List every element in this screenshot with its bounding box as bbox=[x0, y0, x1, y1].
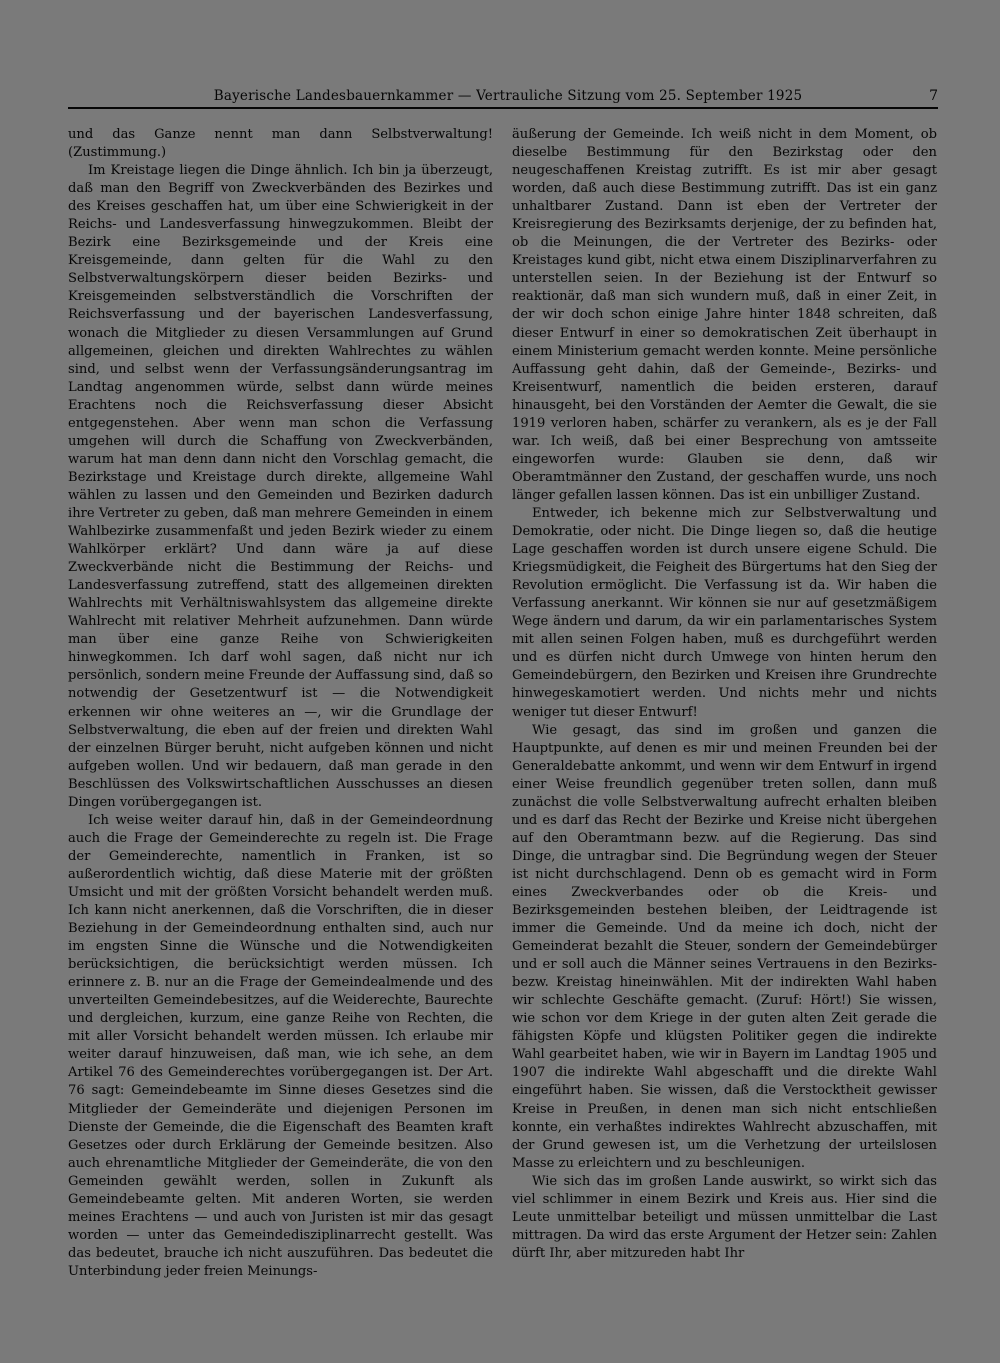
paragraph: äußerung der Gemeinde. Ich weiß nicht in dem Moment, ob dieselbe Bestimmung für den Bezirkstag oder den neugeschaffenen Kreistag zutrifft. Es ist mir aber gesagt worden, daß auch diese Bestimmung zutrifft. Das ist ein ganz unhaltbarer Zustand. Dann ist eben der Vertreter der Kreisregierung des Bezirksamts derjenige, der zu befinden hat, ob die Meinungen, die der Vertreter des Bezirks- oder Kreistages kund gibt, nicht etwa einem Disziplinarverfahren zu unterstellen seien. In der Beziehung ist der Entwurf so reaktionär, daß man sich wundern muß, daß in einer Zeit, in der wir doch schon einige Jahre hinter 1848 schreiten, daß dieser Entwurf in einer so demokratischen Zeit überhaupt in einem Ministerium gemacht werden konnte. Meine persönliche Auffassung geht dahin, daß der Gemeinde-, Bezirks- und Kreisentwurf, namentlich die beiden ersteren, darauf hinausgeht, bei den Vorständen der Aemter die Gewalt, die sie 1919 verloren haben, schärfer zu verankern, als es je der Fall war. Ich weiß, daß bei einer Besprechung von amtsseite eingeworfen wurde: Glauben sie denn, daß wir Oberamtmänner den Zustand, der geschaffen wurde, uns noch länger gefallen lassen können. Das ist ein unbilliger Zustand. bbox=[512, 127, 937, 503]
paragraph: Im Kreistage liegen die Dinge ähnlich. Ich bin ja überzeugt, daß man den Begriff von Zweckverbänden des Bezirkes und des Kreises geschaffen hat, um über eine Schwierigkeit in der Reichs- und Landesverfassung hinwegzukommen. Bleibt der Bezirk eine Bezirksgemeinde und der Kreis eine Kreisgemeinde, dann gelten für die Wahl zu den Selbstverwaltungskörpern dieser beiden Bezirks- und Kreisgemeinden selbstverständlich die Vorschriften der Reichsverfassung und der bayerischen Landesverfassung, wonach die Mitglieder zu diesen Versammlungen auf Grund allgemeinen, gleichen und direkten Wahlrechtes zu wählen sind, und selbst wenn der Verfassungsänderungsantrag im Landtag angenommen würde, selbst dann würde meines Erachtens noch die Reichsverfassung dieser Absicht entgegenstehen. Aber wenn man schon die Verfassung umgehen will durch die Schaffung von Zweckverbänden, warum hat man denn dann nicht den Vorschlag gemacht, die Bezirkstage und Kreistage durch direkte, allgemeine Wahl wählen zu lassen und den Gemeinden und Bezirken dadurch ihre Vertreter zu geben, daß man mehrere Gemeinden in einem Wahlbezirke zusammenfaßt und jeden Bezirk wieder zu einem Wahlkörper erklärt? Und dann wäre ja auf diese Zweckverbände nicht die Bestimmung der Reichs- und Landesverfassung zutreffend, statt des allgemeinen direkten Wahlrechts mit Verhältniswahlsystem das allgemeine direkte Wahlrecht mit relativer Mehrheit aufzunehmen. Dann würde man über eine ganze Reihe von Schwierigkeiten hinwegkommen. Ich darf wohl sagen, daß nicht nur ich persönlich, sondern meine Freunde der Auffassung sind, daß so notwendig der Gesetzentwurf ist — die Notwendigkeit erkennen wir ohne weiteres an —, wir die Grundlage der Selbstverwaltung, die eben auf der freien und direkten Wahl der einzelnen Bürger beruht, nicht aufgeben können und nicht aufgeben wollen. Und wir bedauern, daß man gerade in den Beschlüssen des Volkswirtschaftlichen Ausschusses an diesen Dingen vorübergegangen ist. bbox=[68, 163, 494, 810]
paragraph: Wie gesagt, das sind im großen und ganzen die Hauptpunkte, auf denen es mir und meinen Freunden bei der Generaldebatte ankommt, und wenn wir dem Entwurf in irgend einer Weise freundlich gegenüber treten sollen, dann muß zunächst die volle Selbstverwaltung aufrecht erhalten bleiben und es darf das Recht der Bezirke und Kreise nicht übergehen auf den Oberamtmann bezw. auf die Regierung. Das sind Dinge, die untragbar sind. Die Begründung wegen der Steuer ist nicht durchschlagend. Denn ob es gemacht wird in Form eines Zweckverbandes oder ob die Kreis- und Bezirksgemeinden bestehen bleiben, der Leidtragende ist immer die Gemeinde. Und da meine ich doch, nicht der Gemeinderat bezahlt die Steuer, sondern der Gemeindebürger und er soll auch die Männer seines Vertrauens in den Bezirks- bezw. Kreistag hineinwählen. Mit der indirekten Wahl haben wir schlechte Geschäfte gemacht. (Zuruf: Hört!) Sie wissen, wie schon vor dem Kriege in der guten alten Zeit gerade die fähigsten Köpfe und klügsten Politiker gegen die indirekte Wahl gearbeitet haben, wie wir in Bayern im Landtag 1905 und 1907 die indirekte Wahl abgeschafft und die direkte Wahl eingeführt haben. Sie wissen, daß die Verstocktheit gewisser Kreise in Preußen, in denen man sich nicht entschließen konnte, ein verhaßtes indirektes Wahlrecht abzuschaffen, mit der Grund gewesen ist, um die Verhetzung der urteilslosen Masse zu erleichtern und zu beschleunigen. bbox=[512, 722, 937, 1171]
paragraph: Entweder, ich bekenne mich zur Selbstverwaltung und Demokratie, oder nicht. Die Dinge liegen so, daß die heutige Lage geschaffen worden ist durch unsere eigene Schuld. Die Kriegsmüdigkeit, die Feigheit des Bürgertums hat den Sieg der Revolution ermöglicht. Die Verfassung ist da. Wir haben die Verfassung anerkannt. Wir können sie nur auf gesetzmäßigem Wege ändern und darum, da wir ein parlamentarisches System mit allen seinen Folgen haben, muß es durchgeführt werden und es dürfen nicht durch Umwege von hinten herum den Gemeindebürgern, den Bezirken und Kreisen ihre Grundrechte hinwegeskamotiert werden. Und nichts mehr und nichts weniger tut dieser Entwurf! bbox=[512, 505, 937, 720]
page-header bbox=[68, 88, 938, 106]
paragraph: Ich weise weiter darauf hin, daß in der Gemeindeordnung auch die Frage der Gemeinderechte zu regeln ist. Die Frage der Gemeinderechte, namentlich in Franken, ist so außerordentlich wichtig, daß diese Materie mit der größten Umsicht und mit der größten Vorsicht behandelt werden muß. Ich kann nicht anerkennen, daß die Vorschriften, die in dieser Beziehung in der Gemeindeordnung enthalten sind, auch nur im engsten Sinne die Wünsche und die Notwendigkeiten berücksichtigen, die berücksichtigt werden müssen. Ich erinnere z. B. nur an die Frage der Gemeindealmende und des unverteilten Gemeindebesitzes, auf die Weiderechte, Baurechte und dergleichen, kurzum, eine ganze Reihe von Rechten, die mit aller Vorsicht behandelt werden müssen. Ich erlaube mir weiter darauf hinzuweisen, daß man, wie ich sehe, an dem Artikel 76 des Gemeinderechtes vorübergegangen ist. Der Art. 76 sagt: Gemeindebeamte im Sinne dieses Gesetzes sind die Mitglieder der Gemeinderäte und diejenigen Personen im Dienste der Gemeinde, die die Eigenschaft des Beamten kraft Gesetzes oder durch Erklärung der Gemeinde besitzen. Also auch ehrenamtliche Mitglieder der Gemeinderäte, die von den Gemeinden gewählt werden, sollen in Zukunft als Gemeindebeamte gelten. Mit anderen Worten, sie werden meines Erachtens — und auch von Juristen ist mir das gesagt worden — unter das Gemeindedisziplinarrecht gestellt. Was das bedeutet, brauche ich nicht auszuführen. Das bedeutet die Unterbindung jeder freien Meinungs- bbox=[68, 812, 493, 1279]
left-column bbox=[68, 126, 493, 1281]
paragraph: und das Ganze nennt man dann Selbstverwaltung! (Zustimmung.) bbox=[68, 127, 493, 161]
header-rule bbox=[68, 107, 938, 109]
paragraph: Wie sich das im großen Lande auswirkt, so wirkt sich das viel schlimmer in einem Bezirk und Kreis aus. Hier sind die Leute unmittelbar beteiligt und müssen unmittelbar die Last mittragen. Da wird das erste Argument der Hetzer sein: Zahlen dürft Ihr, aber mitzureden habt Ihr bbox=[512, 1173, 937, 1261]
right-column bbox=[512, 126, 937, 1263]
running-title: Bayerische Landesbauernkammer — Vertrauliche Sitzung vom 25. September 1925 bbox=[213, 88, 803, 104]
page-number: 7 bbox=[929, 88, 938, 104]
